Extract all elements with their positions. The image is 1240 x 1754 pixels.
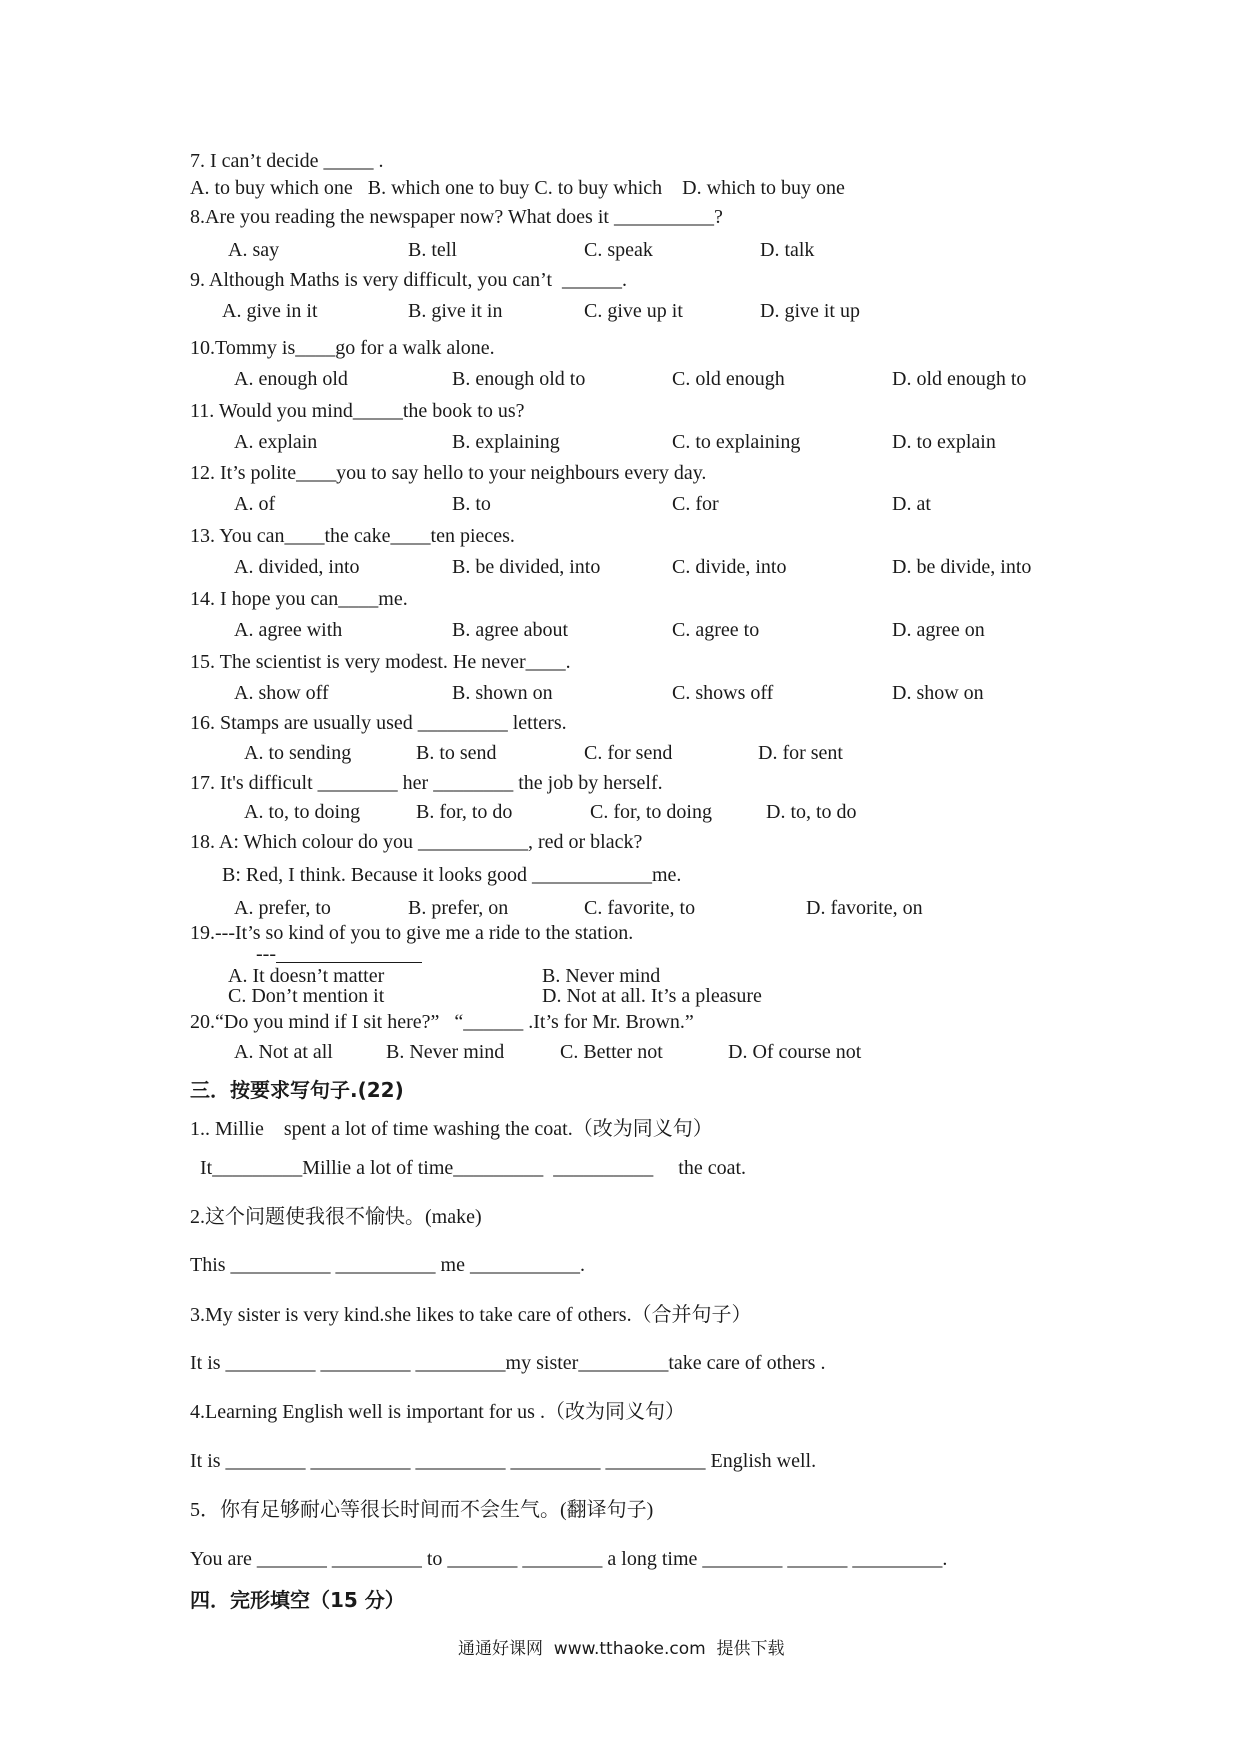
question-13-option-b: B. be divided, into xyxy=(452,556,601,578)
question-17-option-b: B. for, to do xyxy=(416,801,513,823)
question-18-stem: 18. A: Which colour do you ___________, red or black? xyxy=(190,831,643,853)
writing-4-answer-line: It is ________ __________ _________ _________ __________ English well. xyxy=(190,1450,817,1472)
question-11-stem: 11. Would you mind_____the book to us? xyxy=(190,400,525,422)
question-7-stem: 7. I can’t decide _____ . xyxy=(190,150,384,172)
question-19-option-d: D. Not at all. It’s a pleasure xyxy=(542,985,762,1007)
question-19-stem-b: --- xyxy=(256,943,276,965)
question-20-option-a: A. Not at all xyxy=(234,1041,333,1063)
question-15-stem: 15. The scientist is very modest. He never____. xyxy=(190,651,571,673)
question-9-option-c: C. give up it xyxy=(584,300,683,322)
question-18-option-b: B. prefer, on xyxy=(408,897,509,919)
question-11-option-a: A. explain xyxy=(234,431,318,453)
question-14-option-d: D. agree on xyxy=(892,619,985,641)
question-15-option-c: C. shows off xyxy=(672,682,774,704)
section-3-heading: 三．按要求写句子.(22) xyxy=(190,1078,404,1102)
question-17-option-a: A. to, to doing xyxy=(244,801,361,823)
question-14-option-c: C. agree to xyxy=(672,619,760,641)
question-9-stem: 9. Although Maths is very difficult, you can’t ______. xyxy=(190,269,628,291)
question-12-option-b: B. to xyxy=(452,493,491,515)
question-8-option-c: C. speak xyxy=(584,239,653,261)
writing-1-answer-line: It_________Millie a lot of time_________ __________ the coat. xyxy=(200,1157,747,1179)
question-18-stem-b: B: Red, I think. Because it looks good ____________me. xyxy=(222,864,682,886)
writing-1-prompt: 1.. Millie spent a lot of time washing the coat.（改为同义句） xyxy=(190,1118,713,1140)
question-8-option-a: A. say xyxy=(228,239,280,261)
question-16-option-c: C. for send xyxy=(584,742,673,764)
question-17-option-c: C. for, to doing xyxy=(590,801,712,823)
question-15-option-a: A. show off xyxy=(234,682,329,704)
question-10-option-b: B. enough old to xyxy=(452,368,586,390)
question-10-option-c: C. old enough xyxy=(672,368,785,390)
question-13-option-d: D. be divide, into xyxy=(892,556,1032,578)
question-19-option-b: B. Never mind xyxy=(542,965,661,987)
question-20-option-b: B. Never mind xyxy=(386,1041,505,1063)
question-18-option-c: C. favorite, to xyxy=(584,897,696,919)
question-8-stem: 8.Are you reading the newspaper now? What does it __________? xyxy=(190,206,723,228)
writing-5-answer-line: You are _______ _________ to _______ ________ a long time ________ ______ _________. xyxy=(190,1548,948,1570)
question-9-option-d: D. give it up xyxy=(760,300,860,322)
question-11-option-c: C. to explaining xyxy=(672,431,801,453)
question-10-option-d: D. old enough to xyxy=(892,368,1027,390)
question-10-stem: 10.Tommy is____go for a walk alone. xyxy=(190,337,495,359)
question-13-option-a: A. divided, into xyxy=(234,556,360,578)
question-20-option-c: C. Better not xyxy=(560,1041,663,1063)
question-11-option-b: B. explaining xyxy=(452,431,560,453)
question-17-option-d: D. to, to do xyxy=(766,801,857,823)
question-10-option-a: A. enough old xyxy=(234,368,348,390)
question-17-stem: 17. It's difficult ________ her ________ the job by herself. xyxy=(190,772,663,794)
question-19-answer-blank xyxy=(276,962,422,963)
question-9-option-a: A. give in it xyxy=(222,300,318,322)
writing-3-prompt: 3.My sister is very kind.she likes to take care of others.（合并句子） xyxy=(190,1304,752,1326)
question-19-option-c: C. Don’t mention it xyxy=(228,985,385,1007)
question-15-option-d: D. show on xyxy=(892,682,984,704)
question-19-stem: 19.---It’s so kind of you to give me a ride to the station. xyxy=(190,922,634,944)
question-12-option-c: C. for xyxy=(672,493,719,515)
question-14-option-a: A. agree with xyxy=(234,619,343,641)
writing-4-prompt: 4.Learning English well is important for us .（改为同义句） xyxy=(190,1401,685,1423)
footer-download-note: 通通好课网 www.tthaoke.com 提供下载 xyxy=(458,1639,785,1659)
question-18-option-a: A. prefer, to xyxy=(234,897,331,919)
question-11-option-d: D. to explain xyxy=(892,431,996,453)
question-12-option-a: A. of xyxy=(234,493,276,515)
question-8-option-b: B. tell xyxy=(408,239,457,261)
writing-5-prompt: 5．你有足够耐心等很长时间而不会生气。(翻译句子) xyxy=(190,1499,654,1521)
question-13-option-c: C. divide, into xyxy=(672,556,787,578)
question-16-option-a: A. to sending xyxy=(244,742,352,764)
writing-3-answer-line: It is _________ _________ _________my sister_________take care of others . xyxy=(190,1352,826,1374)
question-13-stem: 13. You can____the cake____ten pieces. xyxy=(190,525,515,547)
question-14-stem: 14. I hope you can____me. xyxy=(190,588,408,610)
question-19-option-a: A. It doesn’t matter xyxy=(228,965,385,987)
section-4-heading: 四．完形填空（15 分） xyxy=(190,1588,405,1612)
writing-2-prompt: 2.这个问题使我很不愉快。(make) xyxy=(190,1206,482,1228)
question-7-options: A. to buy which one B. which one to buy C. to buy which D. which to buy one xyxy=(190,177,845,199)
question-12-stem: 12. It’s polite____you to say hello to your neighbours every day. xyxy=(190,462,707,484)
question-9-option-b: B. give it in xyxy=(408,300,503,322)
question-20-option-d: D. Of course not xyxy=(728,1041,862,1063)
writing-2-answer-line: This __________ __________ me ___________. xyxy=(190,1254,585,1276)
question-18-option-d: D. favorite, on xyxy=(806,897,923,919)
question-16-option-d: D. for sent xyxy=(758,742,843,764)
question-8-option-d: D. talk xyxy=(760,239,815,261)
question-16-option-b: B. to send xyxy=(416,742,497,764)
question-20-stem: 20.“Do you mind if I sit here?” “______ .It’s for Mr. Brown.” xyxy=(190,1011,694,1033)
question-12-option-d: D. at xyxy=(892,493,931,515)
question-16-stem: 16. Stamps are usually used _________ letters. xyxy=(190,712,567,734)
question-15-option-b: B. shown on xyxy=(452,682,553,704)
question-14-option-b: B. agree about xyxy=(452,619,569,641)
